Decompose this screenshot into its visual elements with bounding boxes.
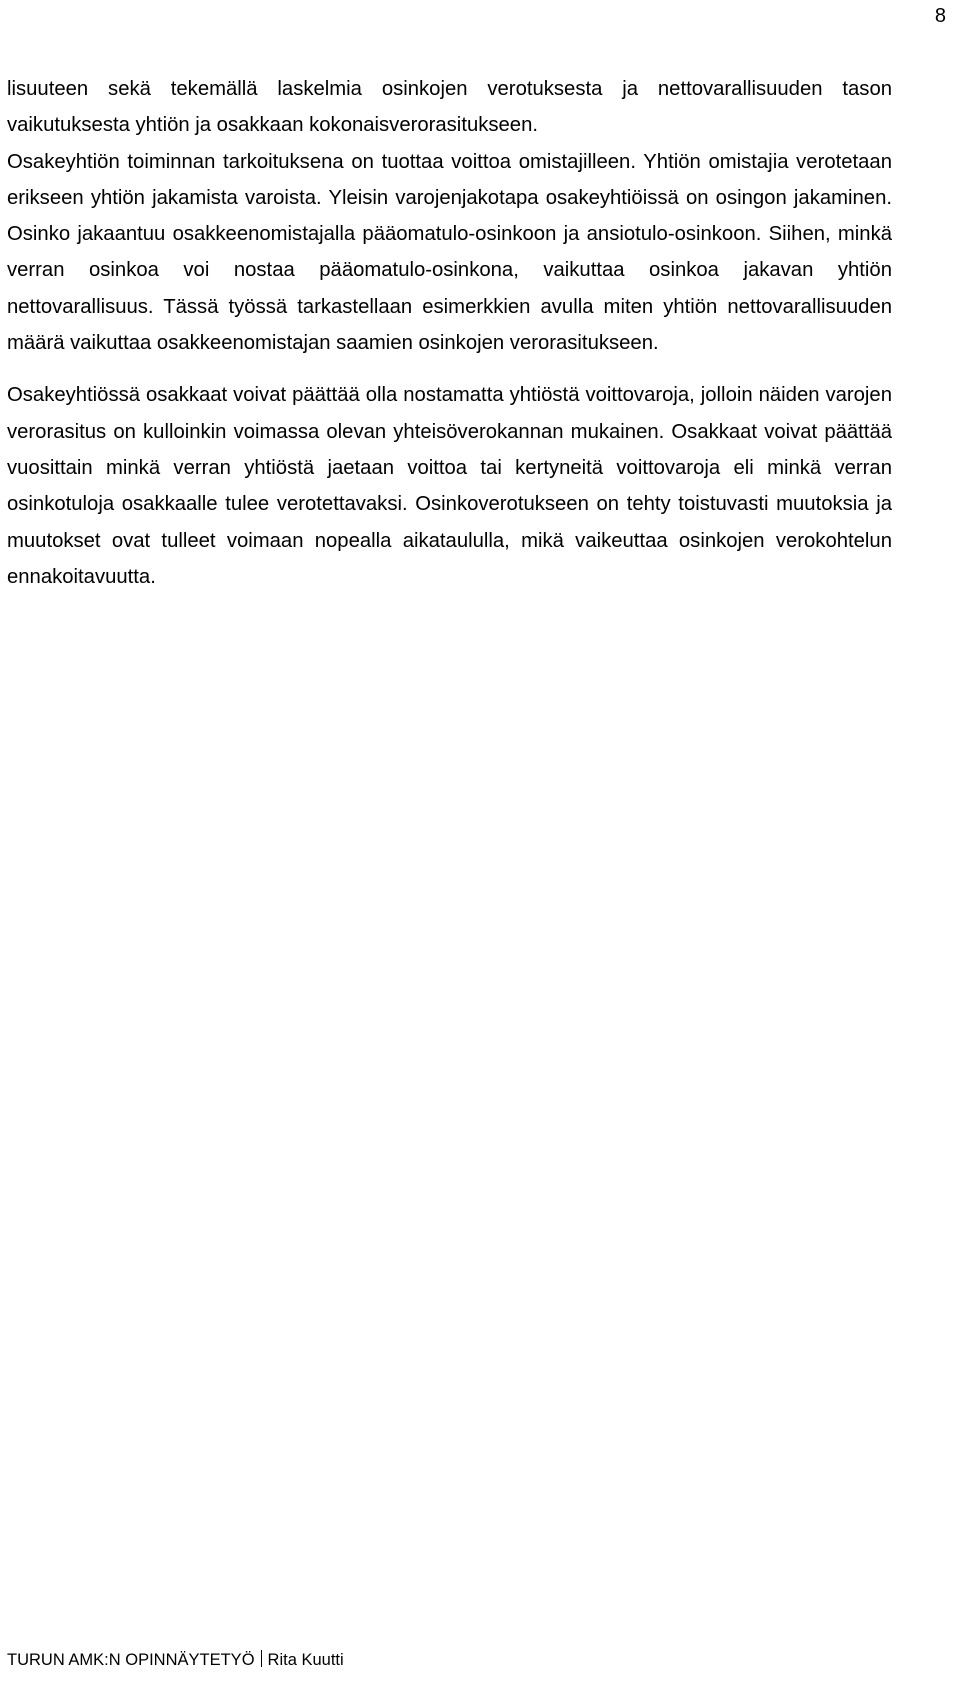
paragraph-1: lisuuteen sekä tekemällä laskelmia osinkojen verotuksesta ja nettovarallisuuden tason vaikutuksesta yhtiön ja osakkaan kokonaisverorasitukseen. <box>7 78 892 137</box>
body-text <box>7 71 892 595</box>
footer-separator <box>261 1650 262 1667</box>
footer-author: Rita Kuutti <box>267 1651 344 1669</box>
paragraph-2: Osakeyhtiön toiminnan tarkoituksena on tuottaa voittoa omistajilleen. Yhtiön omistajia verotetaan erikseen yhtiön jakamista varoista. Yleisin varojenjakotapa osakeyhtiöissä on osingon jakaminen. Osinko jakaantuu osakkeenomistajalla pääomatulo-osinkoon ja ansiotulo-osinkoon. Siihen, minkä verran osinkoa voi nostaa pääomatulo-osinkona, vaikuttaa osinkoa jakavan yhtiön nettovarallisuus. Tässä työssä tarkastellaan esimerkkien avulla miten yhtiön nettovarallisuuden määrä vaikuttaa osakkeenomistajan saamien osinkojen verorasitukseen. <box>7 150 892 355</box>
paragraph-3: Osakeyhtiössä osakkaat voivat päättää olla nostamatta yhtiöstä voittovaroja, jolloin näiden varojen verorasitus on kulloinkin voimassa olevan yhteisöverokannan mukainen. Osakkaat voivat päättää vuosittain minkä verran yhtiöstä jaetaan voittoa tai kertyneitä voittovaroja eli minkä verran osinkotuloja osakkaalle tulee verotettavaksi. Osinkoverotukseen on tehty toistuvasti muutoksia ja muutokset ovat tulleet voimaan nopealla aikataululla, mikä vaikeuttaa osinkojen verokohtelun ennakoitavuutta. <box>7 384 892 588</box>
footer <box>7 1649 344 1671</box>
footer-institution: TURUN AMK:N OPINNÄYTETYÖ <box>7 1651 255 1669</box>
page-number: 8 <box>934 5 946 27</box>
